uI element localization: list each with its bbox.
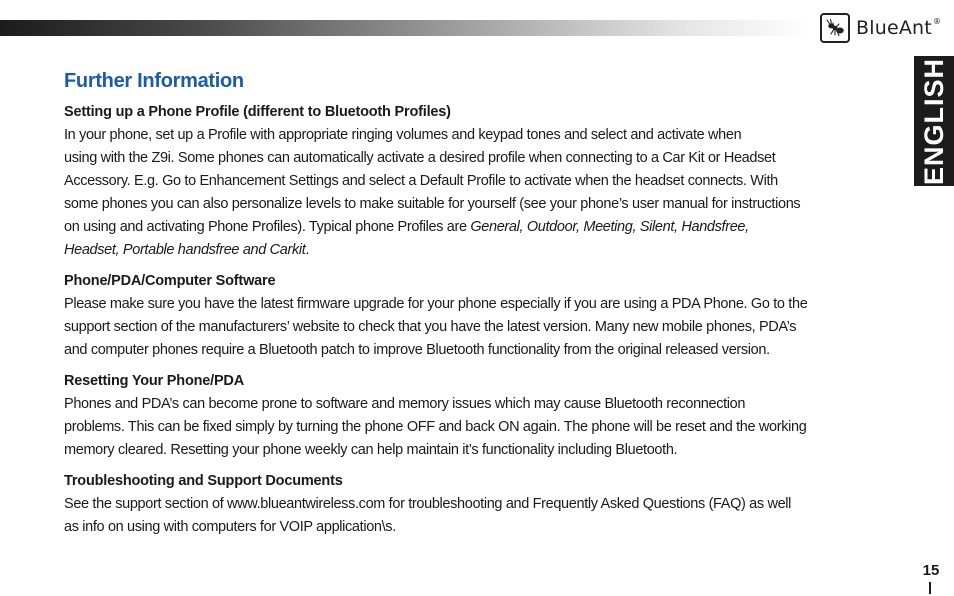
- section-heading: Resetting Your Phone/PDA: [64, 373, 244, 389]
- section-resetting: [64, 370, 896, 462]
- section-heading: Phone/PDA/Computer Software: [64, 273, 276, 289]
- page-number: 15: [922, 562, 940, 579]
- section-software: [64, 270, 896, 362]
- body-line: problems. This can be fixed simply by turning the phone OFF and back ON again. The phone will be reset and the working: [64, 419, 807, 435]
- section-heading: Troubleshooting and Support Documents: [64, 473, 343, 489]
- language-tab-label: ENGLISH: [918, 57, 949, 185]
- language-tab: [914, 56, 954, 186]
- section-body: [64, 293, 896, 362]
- body-line: See the support section of www.blueantwireless.com for troubleshooting and Frequently Asked Questions (FAQ) as well: [64, 496, 792, 512]
- body-line: support section of the manufacturers’ website to check that you have the latest version. Many new mobile phones, PDA’s: [64, 319, 797, 335]
- body-line: using with the Z9i. Some phones can automatically activate a desired profile when connecting to a Car Kit or Headset: [64, 150, 776, 166]
- body-line: on using and activating Phone Profiles). Typical phone Profiles are: [64, 219, 471, 235]
- section-body: [64, 493, 896, 539]
- section-phone-profile: [64, 101, 896, 262]
- header-gradient-bar: [0, 20, 810, 36]
- body-line: In your phone, set up a Profile with appropriate ringing volumes and keypad tones and select and activate when: [64, 127, 742, 143]
- brand-logo: [820, 12, 941, 44]
- body-line: Please make sure you have the latest firmware upgrade for your phone especially if you are using a PDA Phone. Go to the: [64, 296, 808, 312]
- section-body: [64, 124, 896, 262]
- registered-mark: ®: [932, 17, 942, 26]
- body-line: .: [305, 242, 310, 258]
- profile-names: Headset, Portable handsfree and Carkit: [64, 242, 306, 258]
- ant-icon: [820, 13, 850, 43]
- brand-name: BlueAnt®: [856, 17, 942, 39]
- page-number-tick: [929, 582, 931, 594]
- page-content: [64, 70, 896, 547]
- section-body: [64, 393, 896, 462]
- body-line: as info on using with computers for VOIP application\s.: [64, 519, 396, 535]
- page-title: Further Information: [64, 70, 244, 92]
- body-line: Accessory. E.g. Go to Enhancement Settings and select a Default Profile to activate when the headset connects. With: [64, 173, 778, 189]
- section-troubleshooting: [64, 470, 896, 539]
- section-heading: Setting up a Phone Profile (different to Bluetooth Profiles): [64, 104, 451, 120]
- body-line: memory cleared. Resetting your phone weekly can help maintain it’s functionality including Bluetooth.: [64, 442, 678, 458]
- body-line: Phones and PDA’s can become prone to software and memory issues which may cause Bluetooth reconnection: [64, 396, 746, 412]
- body-line: some phones you can also personalize levels to make suitable for yourself (see your phone’s user manual for instructions: [64, 196, 801, 212]
- body-line: and computer phones require a Bluetooth patch to improve Bluetooth functionality from the original released version.: [64, 342, 770, 358]
- profile-names: General, Outdoor, Meeting, Silent, Handsfree,: [470, 219, 749, 235]
